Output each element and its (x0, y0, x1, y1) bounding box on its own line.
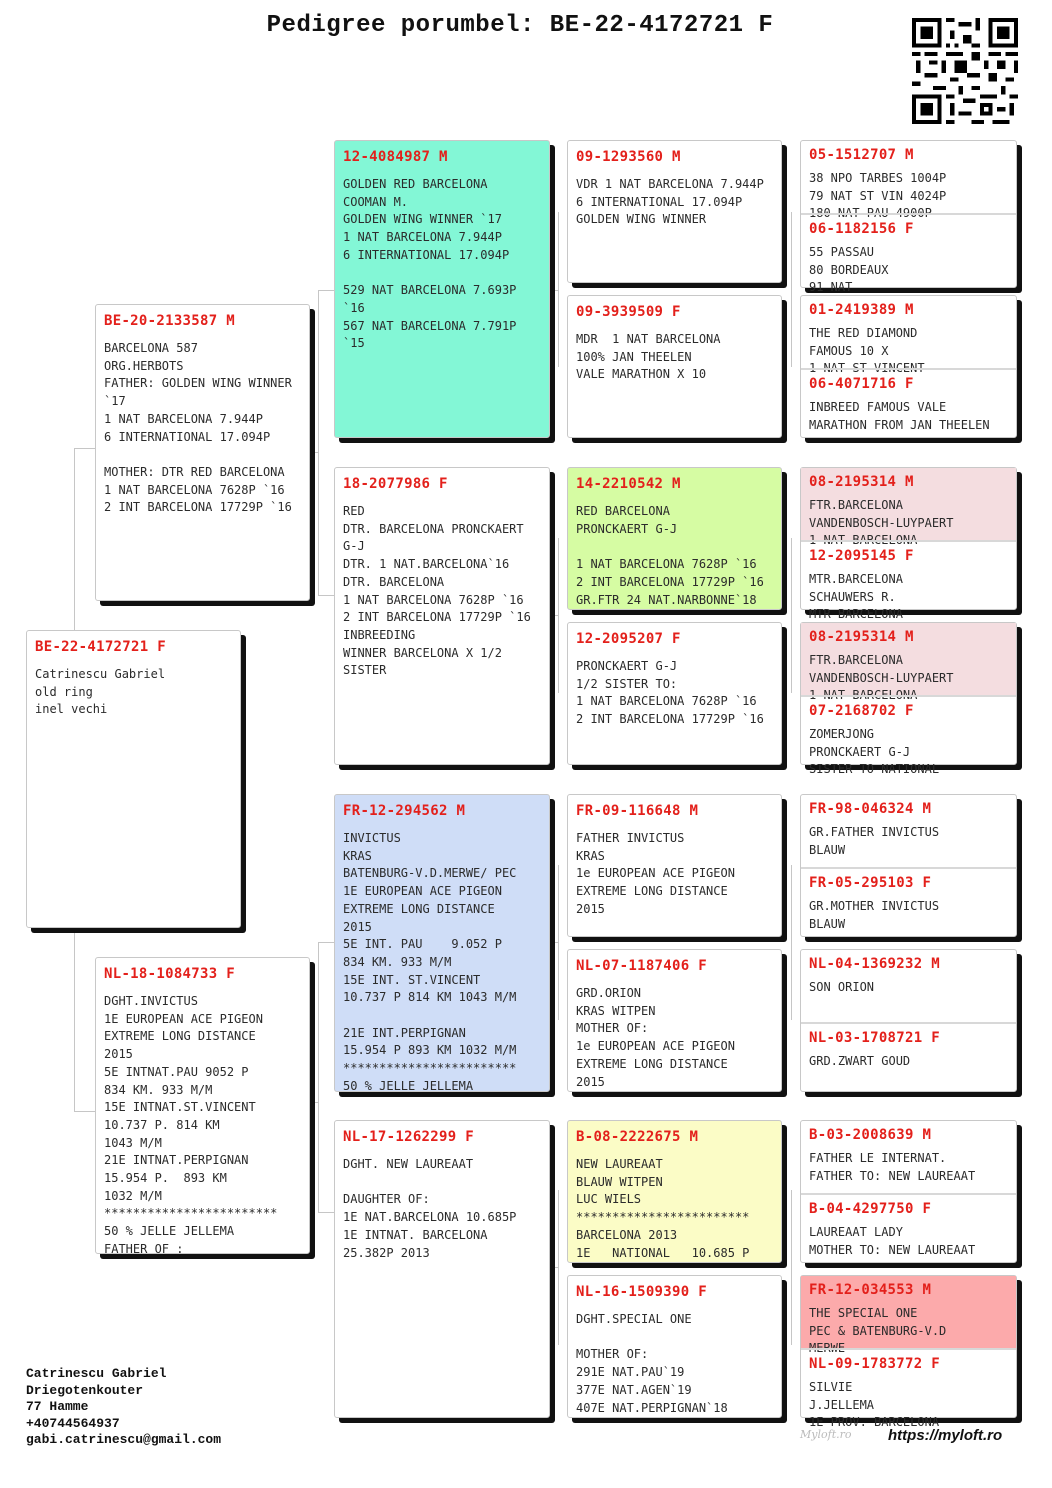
g5-dam: B-04-4297750 F LAUREAAT LADY MOTHER TO: NEW LAUREAAT (801, 1193, 1016, 1264)
owner-email[interactable]: gabi.catrinescu@gmail.com (26, 1432, 222, 1447)
pigeon-notes: RED BARCELONA PRONCKAERT G-J 1 NAT BARCELONA 7628P `16 2 INT BARCELONA 17729P `16 GR.FTR 24 NAT.NARBONNE`18 (576, 504, 764, 607)
pigeon-card-sire-sire (334, 140, 550, 438)
pigeon-card-sire (95, 304, 310, 601)
ring-number: FR-12-294562 M (343, 803, 466, 819)
page-title: Pedigree porumbel: BE-22-4172721 F (266, 12, 774, 39)
g5-sire: 08-2195314 M FTR.BARCELONA VANDENBOSCH-LUYPAERT 1 NAT BARCELONA (801, 468, 1016, 540)
pigeon-notes: DGHT. NEW LAUREAAT DAUGHTER OF: 1E NAT.BARCELONA 10.685P 1E INTNAT. BARCELONA 25.382P 2013 (343, 1157, 517, 1260)
g5-dam: 06-4071716 F INBREED FAMOUS VALE MARATHON FROM JAN THEELEN (801, 368, 1016, 439)
owner-street: Driegotenkouter (26, 1382, 144, 1398)
pigeon-notes: VDR 1 NAT BARCELONA 7.944P 6 INTERNATIONAL 17.094P GOLDEN WING WINNER (576, 177, 764, 227)
pigeon-notes: INVICTUS KRAS BATENBURG-V.D.MERWE/ PEC 1E EUROPEAN ACE PIGEON EXTREME LONG DISTANCE 2015 5E INT. PAU 9.052 P 834 KM. 933 M/M 15E INT. ST.VINCENT 10.737 P 814 KM 1043 M/M 21E INT.PERPIGNAN 15.954 P 893 KM 1032 M/M ************************ 50 % JELLE JELLEMA (343, 831, 517, 1093)
g5-sire: 05-1512707 M 38 NPO TARBES 1004P 79 NAT ST VIN 4024P 180 NAT PAU 4900P (809, 147, 947, 221)
pigeon-notes: RED DTR. BARCELONA PRONCKAERT G-J DTR. 1 NAT.BARCELONA`16 DTR. BARCELONA 1 NAT BARCELONA 7628P `16 2 INT BARCELONA 17729P `16 INBREEDING WINNER BARCELONA X 1/2 SISTER (343, 504, 531, 678)
pigeon-card-g5-8 (800, 1275, 1017, 1430)
owner-name: Catrinescu Gabriel (26, 1366, 167, 1381)
pigeon-card-dds (567, 1120, 782, 1263)
owner-contact (26, 1366, 221, 1449)
g5-sire: NL-04-1369232 M SON ORION (809, 956, 940, 994)
pigeon-card-dam (95, 957, 310, 1254)
pigeon-card-g5-4 (800, 622, 1017, 777)
pigeon-notes: GOLDEN RED BARCELONA COOMAN M. GOLDEN WING WINNER `17 1 NAT BARCELONA 7.944P 6 INTERNATIONAL 17.094P 529 NAT BARCELONA 7.693P `16 567 NAT BARCELONA 7.791P `15 (343, 177, 517, 351)
ring-number: 12-2095207 F (576, 631, 681, 647)
g5-sire: FR-98-046324 M GR.FATHER INVICTUS BLAUW (809, 801, 940, 857)
pigeon-card-sdd (567, 622, 782, 765)
pigeon-notes: DGHT.SPECIAL ONE MOTHER OF: 291E NAT.PAU`19 377E NAT.AGEN`19 407E NAT.PERPIGNAN`18 (576, 1312, 728, 1415)
pigeon-notes: GRD.ORION KRAS WITPEN MOTHER OF: 1e EUROPEAN ACE PIGEON EXTREME LONG DISTANCE 2015 (576, 986, 735, 1089)
g5-dam: NL-03-1708721 F GRD.ZWART GOUD (801, 1022, 1016, 1093)
g5-dam: 07-2168702 F ZOMERJONG PRONCKAERT G-J SISTER TO NATIONAL (801, 695, 1016, 766)
ring-number: FR-09-116648 M (576, 803, 699, 819)
ring-number: 12-4084987 M (343, 149, 448, 165)
ring-number: NL-18-1084733 F (104, 966, 235, 982)
signature-logo: Myloft.ro (800, 1428, 852, 1441)
pigeon-card-g5-2 (800, 295, 1017, 438)
ring-number: 09-1293560 M (576, 149, 681, 165)
ring-number: 14-2210542 M (576, 476, 681, 492)
pigeon-card-g5-5 (800, 794, 1017, 937)
ring-number: 09-3939509 F (576, 304, 681, 320)
website-link[interactable]: https://myloft.ro (888, 1427, 1003, 1444)
pigeon-notes: MDR 1 NAT BARCELONA 100% JAN THEELEN VALE MARATHON X 10 (576, 332, 721, 382)
pigeon-card-ssd (567, 295, 782, 438)
pigeon-notes: NEW LAUREAAT BLAUW WITPEN LUC WIELS ************************ BARCELONA 2013 1E NATIONAL 10.685 P (576, 1157, 750, 1260)
qr-code-icon (912, 18, 1018, 124)
pigeon-card-g5-6 (800, 949, 1017, 1092)
pigeon-card-sds (567, 467, 782, 610)
g5-sire: 01-2419389 M THE RED DIAMOND FAMOUS 10 X 1 NAT ST VINCENT (809, 302, 925, 376)
pigeon-notes: PRONCKAERT G-J 1/2 SISTER TO: 1 NAT BARCELONA 7628P `16 2 INT BARCELONA 17729P `16 (576, 659, 764, 727)
pigeon-card-sire-dam (334, 467, 550, 765)
pigeon-notes: DGHT.INVICTUS 1E EUROPEAN ACE PIGEON EXTREME LONG DISTANCE 2015 5E INTNAT.PAU 9052 P 834 KM. 933 M/M 15E INTNAT.ST.VINCENT 10.737 P. 814 KM 1043 M/M 21E INTNAT.PERPIGNAN 15.954 P. 893 KM 1032 M/M ************************ 50 % JELLE JELLEMA FATHER OF : (104, 994, 278, 1256)
ring-number: NL-07-1187406 F (576, 958, 707, 974)
g5-dam: 12-2095145 F MTR.BARCELONA SCHAUWERS R. MTR BARCELONA (801, 540, 1016, 611)
pigeon-card-dam-dam (334, 1120, 550, 1418)
pigeon-notes: Catrinescu Gabriel old ring inel vechi (35, 667, 166, 717)
owner-phone: +40744564937 (26, 1415, 120, 1431)
pigeon-card-subject (26, 630, 241, 928)
ring-number: BE-20-2133587 M (104, 313, 235, 329)
pigeon-card-sss (567, 140, 782, 283)
pigeon-card-dss (567, 794, 782, 937)
pigeon-card-dsd (567, 949, 782, 1092)
ring-number: B-08-2222675 M (576, 1129, 699, 1145)
g5-sire: B-03-2008639 M FATHER LE INTERNAT. FATHER TO: NEW LAUREAAT (809, 1127, 976, 1183)
pigeon-notes: FATHER INVICTUS KRAS 1e EUROPEAN ACE PIGEON EXTREME LONG DISTANCE 2015 (576, 831, 735, 916)
g5-dam: 06-1182156 F 55 PASSAU 80 BORDEAUX 91 NAT (801, 213, 1016, 289)
g5-dam: NL-09-1783772 F SILVIE J.JELLEMA 1E PROV. BARCELONA (801, 1348, 1016, 1419)
ring-number: BE-22-4172721 F (35, 639, 166, 655)
pigeon-card-g5-3 (800, 467, 1017, 622)
pigeon-card-g5-7 (800, 1120, 1017, 1263)
g5-sire: 08-2195314 M FTR.BARCELONA VANDENBOSCH-LUYPAERT 1 NAT BARCELONA (801, 623, 1016, 695)
owner-city: 77 Hamme (26, 1399, 89, 1414)
pigeon-card-ddd (567, 1275, 782, 1418)
ring-number: NL-16-1509390 F (576, 1284, 707, 1300)
g5-sire: FR-12-034553 M THE SPECIAL ONE PEC & BATENBURG-V.D MERWE (801, 1276, 1016, 1348)
pigeon-card-dam-sire (334, 794, 550, 1092)
ring-number: 18-2077986 F (343, 476, 448, 492)
g5-dam: FR-05-295103 F GR.MOTHER INVICTUS BLAUW (801, 867, 1016, 938)
pigeon-notes: BARCELONA 587 ORG.HERBOTS FATHER: GOLDEN WING WINNER `17 1 NAT BARCELONA 7.944P 6 INTERNATIONAL 17.094P MOTHER: DTR RED BARCELONA 1 NAT BARCELONA 7628P `16 2 INT BARCELONA 17729P `16 (104, 341, 292, 515)
pigeon-card-g5-1 (800, 140, 1017, 295)
ring-number: NL-17-1262299 F (343, 1129, 474, 1145)
